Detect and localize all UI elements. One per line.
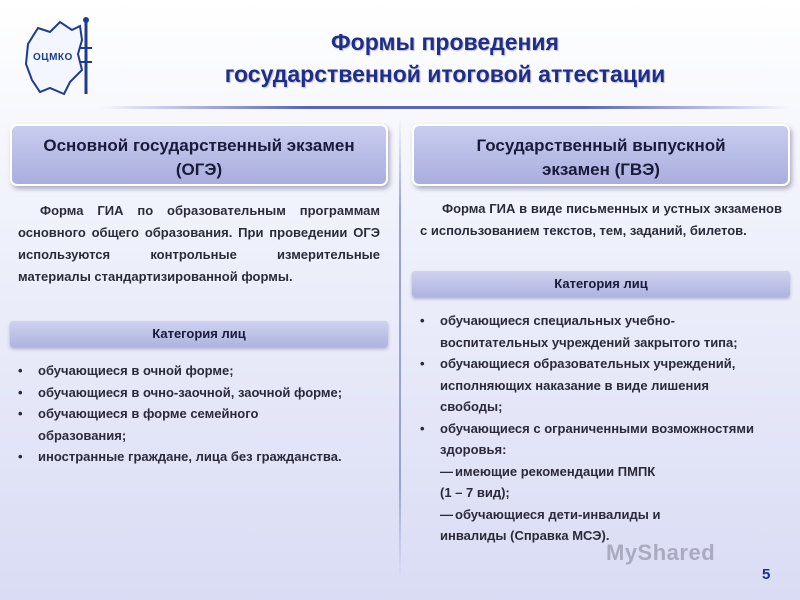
list-item xyxy=(412,418,772,461)
page-number: 5 xyxy=(762,566,771,583)
gve-header-line-2: экзамен (ГВЭ) xyxy=(542,160,660,179)
oge-header-line-1: Основной государственный экзамен xyxy=(43,136,355,155)
dash-icon: — xyxy=(440,463,453,479)
page-title xyxy=(110,26,780,90)
list-item-text: обучающиеся в очной форме; xyxy=(38,363,234,378)
bullet-icon: • xyxy=(420,313,425,328)
sub-item-text: инвалиды (Справка МСЭ). xyxy=(440,528,610,543)
title-line-2: государственной итоговой аттестации xyxy=(224,61,666,87)
list-item-text: иностранные граждане, лица без гражданства. xyxy=(38,449,342,464)
list-item-text: обучающиеся образовательных учреждений, исполняющих наказание в виде лишения свободы; xyxy=(440,356,736,414)
sub-item-text: обучающиеся дети-инвалиды и xyxy=(455,506,661,522)
gve-header-line-1: Государственный выпускной xyxy=(476,136,726,155)
title-line-1: Формы проведения xyxy=(331,29,559,55)
logo-text: ОЦМКО xyxy=(33,52,73,63)
list-item xyxy=(412,353,772,418)
sub-item-text: имеющие рекомендации ПМПК xyxy=(455,463,656,479)
oge-header xyxy=(10,124,388,186)
list-item xyxy=(10,403,350,446)
watermark: MyShared xyxy=(606,540,716,565)
column-divider xyxy=(399,118,401,578)
gve-description: Форма ГИА в виде письменных и устных экзаменов с использованием текстов, тем, заданий, билетов. xyxy=(420,201,782,238)
title-underline xyxy=(100,106,790,109)
oge-category-list xyxy=(10,360,350,468)
gve-category-bar: Категория лиц xyxy=(412,271,790,297)
bullet-icon: • xyxy=(420,420,425,436)
list-item-text: обучающиеся в очно-заочной, заочной форме; xyxy=(38,384,343,400)
list-item-text: обучающиеся специальных учебно-воспитательных учреждений закрытого типа; xyxy=(440,313,738,350)
sub-item xyxy=(412,525,772,547)
list-item-text: обучающиеся с ограниченными возможностями здоровья: xyxy=(440,420,754,457)
list-item xyxy=(10,446,350,468)
oge-description: Форма ГИА по образовательным программам основного общего образования. При проведении ОГЭ используются контрольные измерительные материалы стандартизированной формы. xyxy=(18,203,380,284)
sub-item xyxy=(412,504,772,526)
sub-item xyxy=(412,482,772,504)
bullet-icon: • xyxy=(18,384,23,400)
list-item xyxy=(412,310,772,353)
list-item xyxy=(10,360,350,382)
sub-item xyxy=(412,461,772,483)
oge-category-bar: Категория лиц xyxy=(10,321,388,347)
bullet-icon: • xyxy=(18,363,23,378)
list-item-text: обучающиеся в форме семейного образования; xyxy=(38,406,259,443)
bullet-icon: • xyxy=(18,406,23,421)
dash-icon: — xyxy=(440,506,453,522)
sub-item-text: (1 – 7 вид); xyxy=(440,485,510,500)
bullet-icon: • xyxy=(420,356,425,371)
gve-header xyxy=(412,124,790,186)
oge-header-line-2: (ОГЭ) xyxy=(175,160,223,179)
bullet-icon: • xyxy=(18,449,23,464)
gve-category-list xyxy=(412,310,772,547)
list-item xyxy=(10,382,350,404)
